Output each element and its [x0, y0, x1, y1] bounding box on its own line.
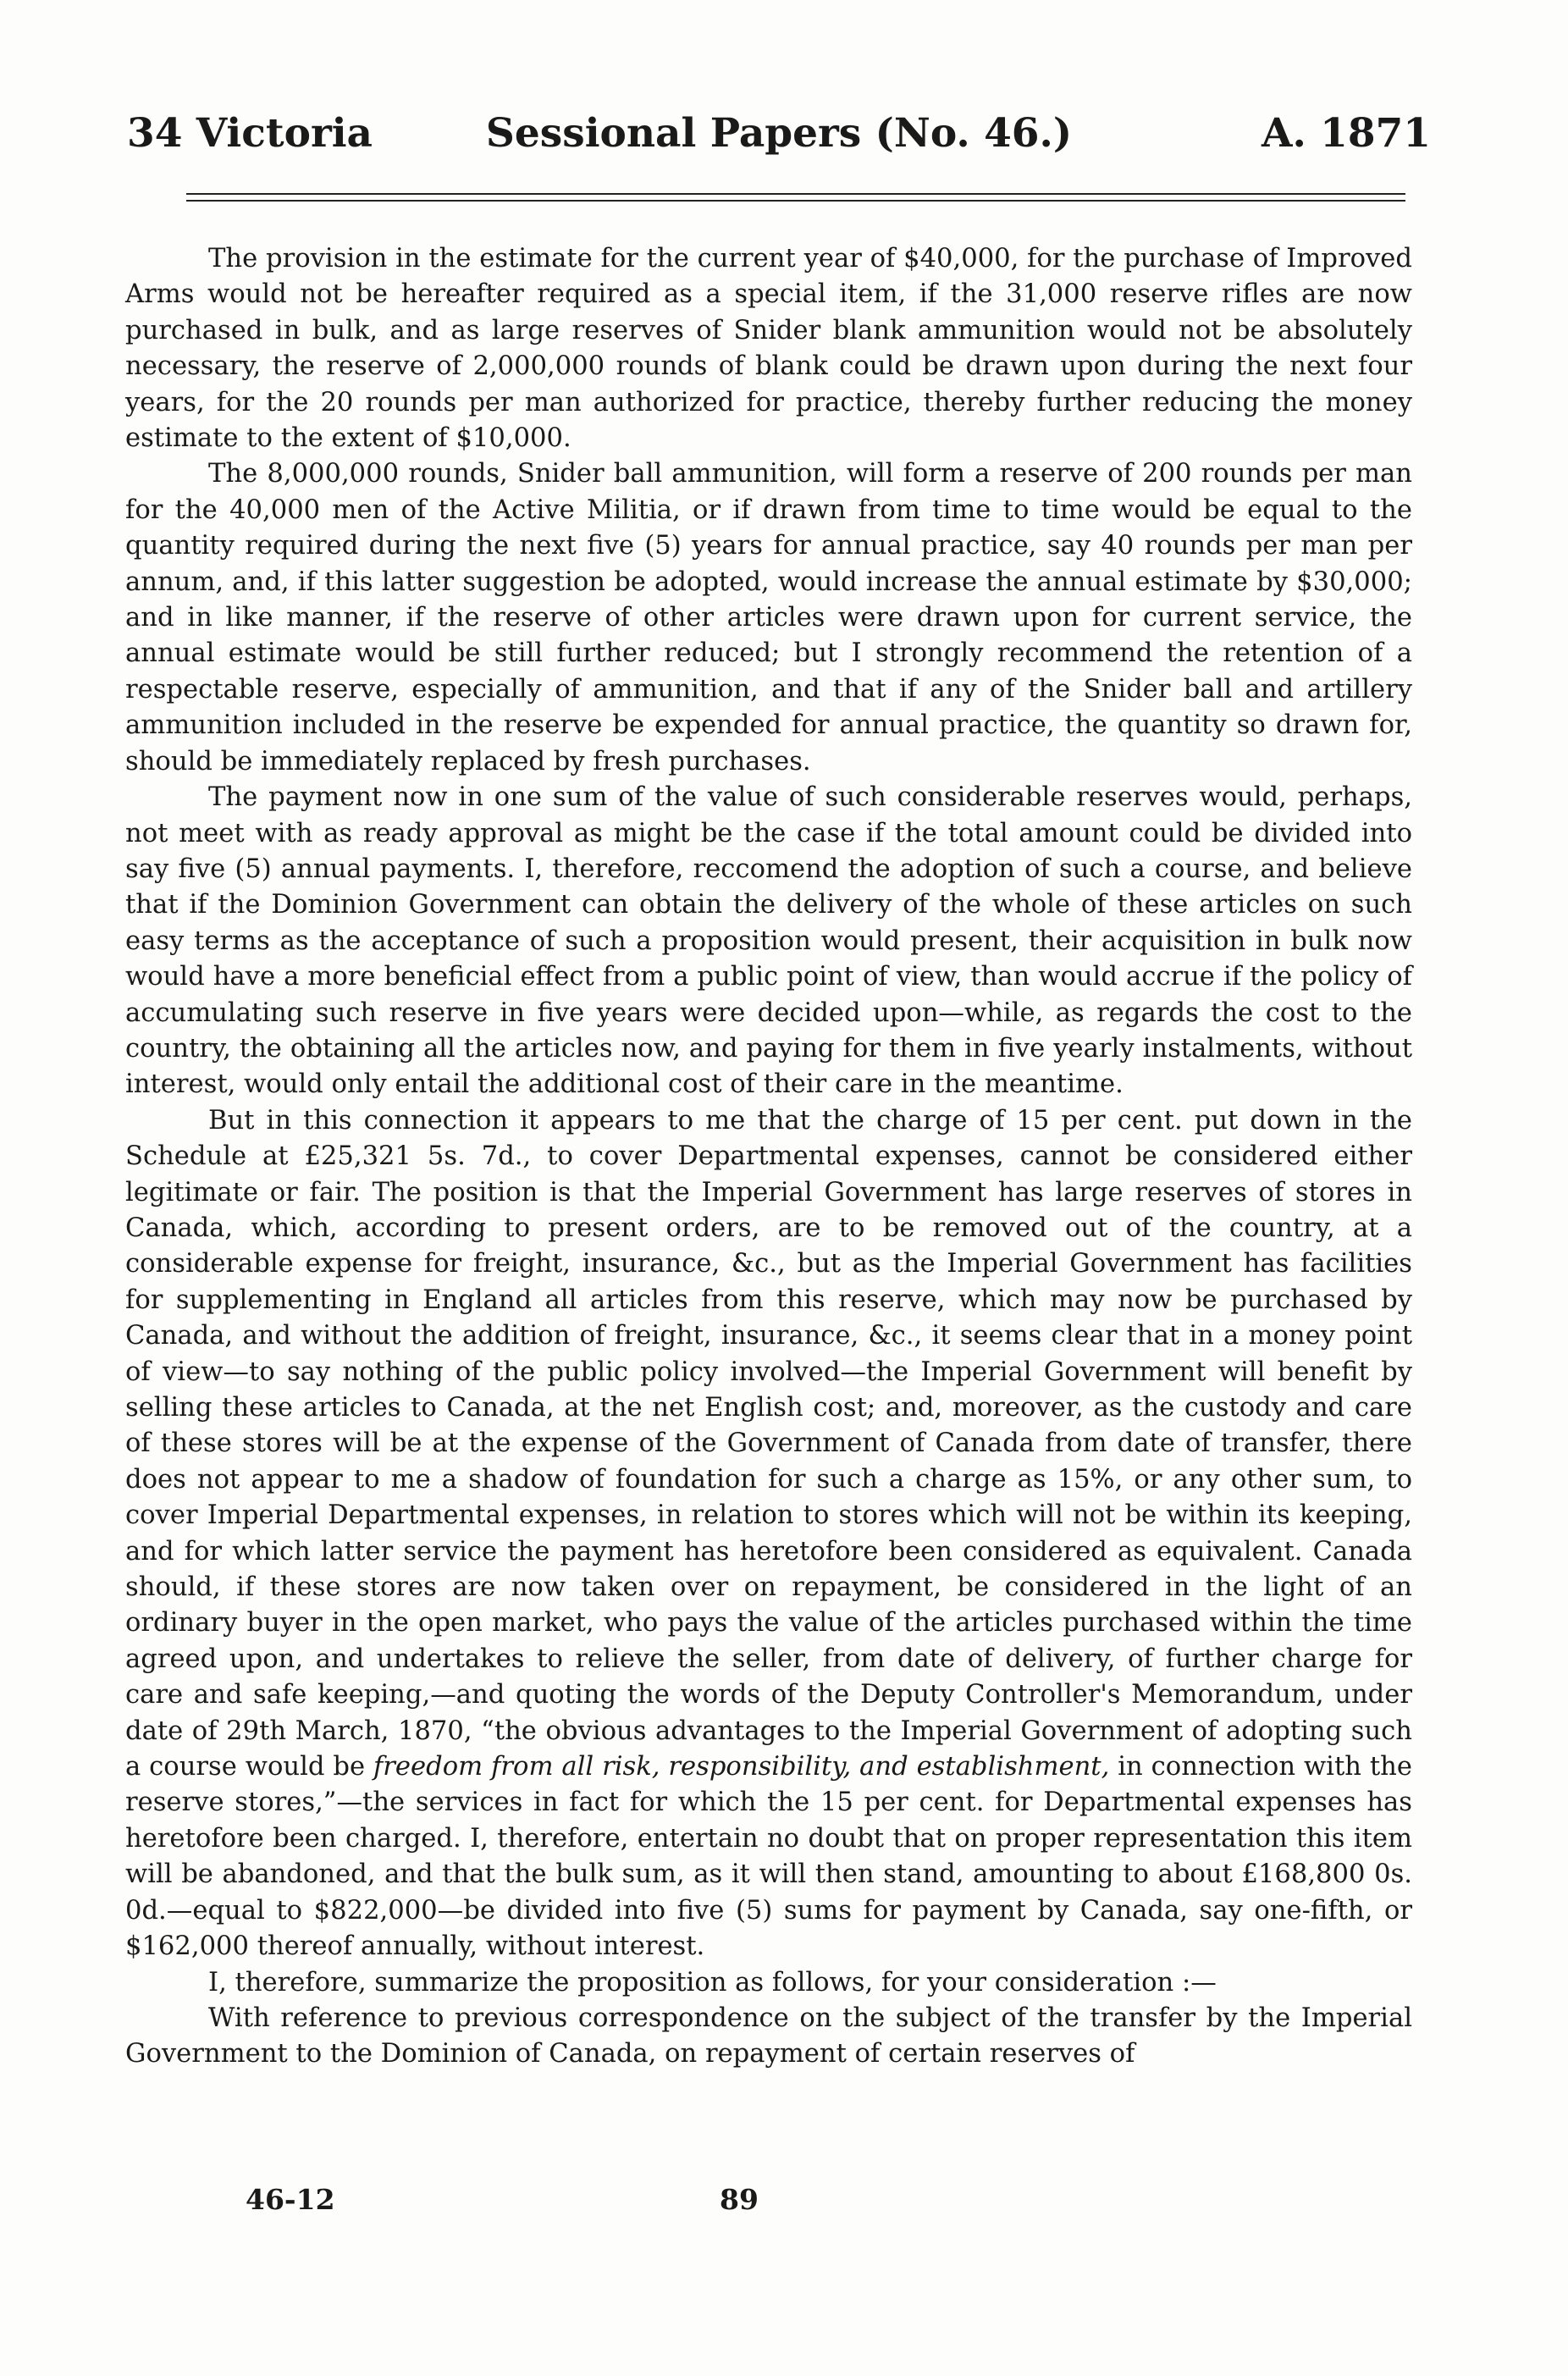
body-text: [125, 241, 1412, 2073]
paragraph-annual-payments: The payment now in one sum of the value of such considerable reserves would, perhaps, not meet with as ready approval as might be the case if the total amount could be divided into say five (5) annual payments. I, therefore, reccomend the adoption of such a course, and believe that if the Dominion Government can obtain the delivery of the whole of these articles on such easy terms as the acceptance of such a proposition would present, their acquisition in bulk now would have a more beneficial effect from a public point of view, than would accrue if the policy of accumulating such reserve in five years were decided upon—while, as regards the cost to the country, the obtaining all the articles now, and paying for them in five yearly instalments, without interest, would only entail the additional cost of their care in the meantime.: [125, 782, 1412, 1100]
page-footer: [246, 2183, 838, 2224]
paragraph-snider-ammunition: The 8,000,000 rounds, Snider ball ammunition, will form a reserve of 200 rounds per man for the 40,000 men of the Active Militia, or if drawn from time to time would be equal to the quantity required during the next five (5) years for annual practice, say 40 rounds per man per annum, and, if this latter suggestion be adopted, would increase the annual estimate by $30,000; and in like manner, if the reserve of other articles were drawn upon for current service, the annual estimate would be still further reduced; but I strongly recommend the retention of a respectable reserve, especially of ammunition, and that if any of the Snider ball and artillery ammunition included in the reserve be expended for annual practice, the quantity so drawn for, should be immediately replaced by fresh purchases.: [125, 459, 1412, 776]
header-title: Sessional Papers (No. 46.): [485, 110, 1073, 157]
paragraph-proposition: With reference to previous correspondence on the subject of the transfer by the Imperial Government to the Dominion of Canada, on repayment of certain reserves of: [125, 2003, 1412, 2069]
page-number: 89: [720, 2183, 759, 2216]
paragraph-departmental-charge: [125, 1103, 1412, 1965]
header-volume: 34 Victoria: [127, 110, 373, 157]
header-rule-bottom: [186, 200, 1405, 202]
paragraph-departmental-charge-text: But in this connection it appears to me that the charge of 15 per cent. put down in the Schedule at £25,321 5s. 7d., to cover Departmental expenses, cannot be considered either legitimate or fair. The position is that the Imperial Government has large reserves of stores in Canada, which, according to present orders, are to be removed out of the country, at a considerable expense for freight, insurance, &c., but as the Imperial Government has facilities for supplementing in England all articles from this reserve, which may now be purchased by Canada, and without the addition of freight, insurance, &c., it seems clear that in a money point of view—to say nothing of the public policy involved—the Imperial Government will benefit by selling these articles to Canada, at the net English cost; and, moreover, as the custody and care of these stores will be at the expense of the Government of Canada from date of transfer, there does not appear to me a shadow of foundation for such a charge as 15%, or any other sum, to cover Imperial Departmental expenses, in relation to stores which will not be within its keeping, and for which latter service the payment has heretofore been considered as equivalent. Canada should, if these stores are now taken over on repayment, be considered in the light of an ordinary buyer in the open market, who pays the value of the articles purchased within the time agreed upon, and undertakes to relieve the seller, from date of delivery, of further charge for care and safe keeping,—and quoting the words of the Deputy Controller's Memorandum, under date of 29th March, 1870, “the obvious advantages to the Imperial Government of adopting such a course would be: [125, 1105, 1412, 1782]
page-header: [127, 110, 1431, 169]
quoted-italic-phrase: freedom from all risk, responsibility, and establishment,: [373, 1752, 1110, 1782]
header-rule-top: [186, 193, 1405, 195]
paragraph-departmental-charge-tail: in connection with the reserve stores,”—the services in fact for which the 15 per cent. for Departmental expenses has heretofore been charged. I, therefore, entertain no doubt that on proper representation this item will be abandoned, and that the bulk sum, as it will then stand, amounting to about £168,800 0s. 0d.—equal to $822,000—be divided into five (5) sums for payment by Canada, say one-fifth, or $162,000 thereof annually, without interest.: [125, 1752, 1412, 1962]
header-year: A. 1871: [1261, 110, 1431, 157]
footer-signature-mark: 46-12: [246, 2183, 335, 2216]
paragraph-summary-intro: I, therefore, summarize the proposition as follows, for your consideration :—: [208, 1967, 1217, 1997]
paragraph-improved-arms: The provision in the estimate for the current year of $40,000, for the purchase of Improved Arms would not be hereafter required as a special item, if the 31,000 reserve rifles are now purchased in bulk, and as large reserves of Snider blank ammunition would not be absolutely necessary, the reserve of 2,000,000 rounds of blank could be drawn upon during the next four years, for the 20 rounds per man authorized for practice, thereby further reducing the money estimate to the extent of $10,000.: [125, 244, 1412, 454]
